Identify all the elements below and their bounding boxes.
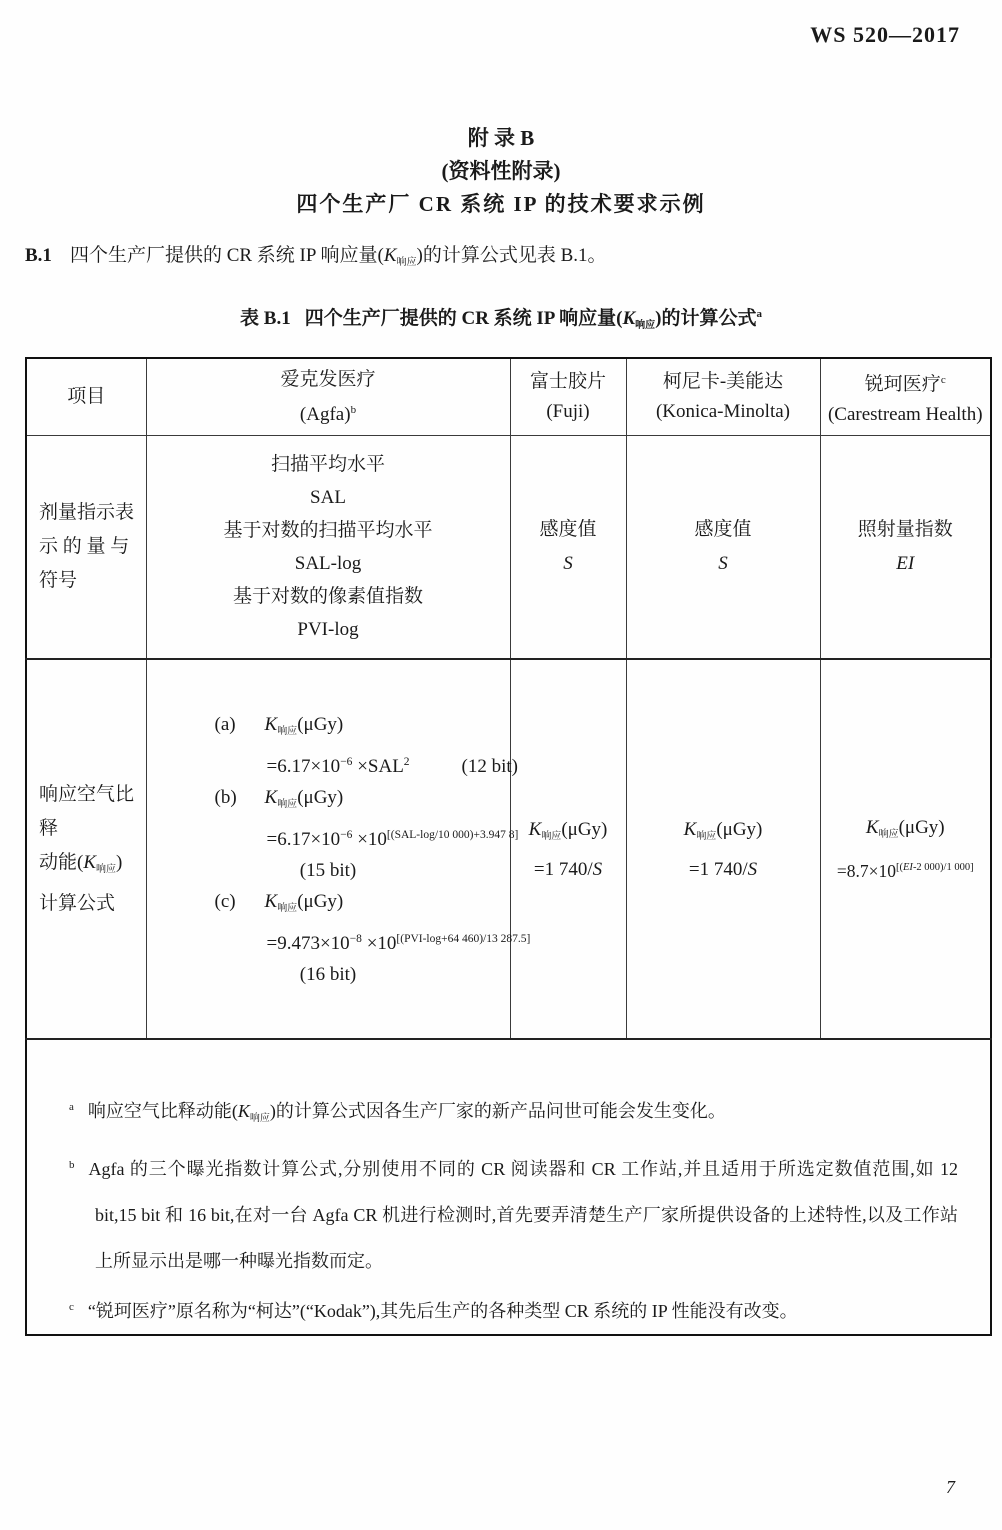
header-agfa-cn: 爱克发医疗 <box>280 368 376 390</box>
dose-indicator-row <box>26 436 991 660</box>
agfa-indicator-line: PVI-log <box>297 619 359 640</box>
header-care-cn <box>821 365 991 400</box>
footnote-ref-c: c <box>940 373 946 386</box>
eq-exponent: 2 <box>403 755 410 768</box>
dose-item-line1: 剂量指示表 <box>39 502 135 523</box>
dose-item-line3: 符号 <box>39 570 78 591</box>
eq-base: =1 740/ <box>533 858 593 880</box>
agfa-formula-a-equation <box>147 747 519 782</box>
header-konica-cn: 柯尼卡-美能达 <box>662 371 784 392</box>
k-subscript: 响应 <box>696 830 717 842</box>
eq-base: =6.17×10 <box>266 755 341 777</box>
k-unit: (μGy) <box>561 818 608 840</box>
header-konica-en: (Konica-Minolta) <box>655 401 790 422</box>
dose-cell-carestream <box>820 436 991 660</box>
k-subscript: 响应 <box>96 863 117 875</box>
clause-b1-number: B.1 <box>25 245 52 266</box>
page-number: 7 <box>946 1477 955 1497</box>
agfa-indicator-line: SAL-log <box>294 553 362 574</box>
formula-cell-konica <box>626 659 820 1039</box>
eq-base: =1 740/ <box>688 858 748 880</box>
footnote-b <box>69 1142 958 1284</box>
footnote-a-text-post: )的计算公式因各生产厂家的新产品问世可能会发生变化。 <box>269 1101 726 1121</box>
eq-exponent: −8 <box>349 932 362 945</box>
dose-row-item-cell <box>26 436 146 660</box>
footnote-c-text: “锐珂医疗”原名称为“柯达”(“Kodak”),其先后生产的各种类型 CR 系统的 IP 性能没有改变。 <box>87 1301 798 1321</box>
header-cell-carestream <box>820 358 991 436</box>
agfa-formula-b-equation <box>147 820 519 855</box>
formula-item-line2-pre: 动能( <box>39 851 84 873</box>
k-subscript: 响应 <box>541 830 562 842</box>
konica-indicator-symbol: S <box>718 553 728 574</box>
k-subscript: 响应 <box>277 902 298 914</box>
document-code: WS 520—2017 <box>810 22 960 47</box>
header-care-en: (Carestream Health) <box>827 403 983 425</box>
header-cell-fuji <box>510 358 626 436</box>
table-caption-text-pre: 四个生产厂提供的 CR 系统 IP 响应量( <box>304 308 623 329</box>
header-fuji-cn: 富士胶片 <box>529 371 606 392</box>
footnote-c-marker: c <box>69 1301 74 1313</box>
dose-row-item-label <box>27 496 146 598</box>
konica-formula <box>627 813 820 886</box>
formula-item-line3: 计算公式 <box>39 892 116 914</box>
header-cell-agfa <box>146 358 510 436</box>
header-item-label: 项目 <box>67 386 106 407</box>
carestream-equation <box>821 851 991 888</box>
k-unit: (μGy) <box>297 786 344 808</box>
footnote-b-marker: b <box>69 1159 75 1171</box>
ei-symbol: EI <box>903 861 913 873</box>
formula-a-label: (a) <box>214 713 236 735</box>
formula-item-line2-post: ) <box>116 851 123 873</box>
agfa-indicator-line: 基于对数的像素值指数 <box>232 586 423 607</box>
appendix-heading: 四个生产厂 CR 系统 IP 的技术要求示例 <box>296 192 706 216</box>
agfa-formula-c-head <box>147 886 510 924</box>
dose-cell-konica <box>626 436 820 660</box>
k-unit: (μGy) <box>297 713 344 735</box>
k-symbol: K <box>383 245 397 266</box>
agfa-indicator-line: 扫描平均水平 <box>270 454 385 475</box>
k-symbol: K <box>622 308 636 329</box>
agfa-indicator-line: SAL <box>310 487 346 508</box>
appendix-title: 附 录 B <box>467 126 535 150</box>
table-notes <box>27 1040 990 1334</box>
dose-item-line2: 示 的 量 与 <box>39 536 130 557</box>
eq-base: =9.473×10 <box>266 932 350 954</box>
agfa-formulas <box>147 709 531 990</box>
eq-base: =6.17×10 <box>266 828 341 850</box>
k-response-symbol <box>265 787 344 808</box>
table-notes-cell <box>26 1039 991 1335</box>
k-response-symbol <box>821 811 991 851</box>
eq-exponent: [(PVI-log+64 460)/13 287.5] <box>396 932 531 945</box>
formula-cell-agfa <box>146 659 531 1039</box>
konica-equation <box>627 853 820 886</box>
appendix-subtitle: (资料性附录) <box>441 159 561 183</box>
k-subscript: 响应 <box>277 725 298 737</box>
k-response-symbol <box>511 813 626 853</box>
agfa-formula-a-head <box>147 709 510 747</box>
k-response-symbol <box>627 813 820 853</box>
fuji-equation <box>511 853 626 886</box>
k-subscript: 响应 <box>249 1113 270 1124</box>
footnote-ref-a: a <box>756 308 762 320</box>
k-unit: (μGy) <box>898 816 945 838</box>
footnote-a-marker: a <box>69 1101 74 1113</box>
formula-b-label: (b) <box>214 786 237 808</box>
header-agfa-en <box>147 395 510 430</box>
agfa-dose-indicators <box>147 448 510 646</box>
table-caption-text-post: )的计算公式 <box>655 308 757 329</box>
k-subscript: 响应 <box>635 320 656 331</box>
k-subscript: 响应 <box>878 828 899 840</box>
k-unit: (μGy) <box>716 818 763 840</box>
k-symbol: K <box>264 890 278 912</box>
bit-depth-label: (16 bit) <box>299 963 357 985</box>
agfa-formula-c-equation <box>147 924 531 959</box>
eq-exp-post: -2 000)/1 000] <box>912 861 974 873</box>
k-subscript: 响应 <box>277 798 298 810</box>
dose-cell-agfa <box>146 436 510 660</box>
footnote-c <box>69 1284 958 1334</box>
k-symbol: K <box>237 1101 250 1121</box>
carestream-formula <box>821 811 991 888</box>
footnote-a <box>69 1084 958 1142</box>
k-symbol: K <box>264 713 278 735</box>
k-symbol: K <box>528 818 542 840</box>
header-care-cn-text: 锐珂医疗 <box>864 373 941 395</box>
header-cell-item <box>26 358 146 436</box>
formula-row <box>26 659 991 1039</box>
k-response-symbol <box>265 891 344 912</box>
eq-exponent: −6 <box>340 828 353 841</box>
care-indicator-symbol: EI <box>896 553 915 574</box>
footnote-ref-b: b <box>350 403 357 416</box>
eq-mid: ×10 <box>361 932 397 954</box>
eq-mid: ×10 <box>352 828 387 850</box>
header-fuji-en: (Fuji) <box>546 401 590 422</box>
agfa-formula-b-head <box>147 782 510 820</box>
k-symbol: K <box>83 851 97 873</box>
s-symbol: S <box>747 858 758 880</box>
header-cell-konica <box>626 358 820 436</box>
clause-b1-text-pre: 四个生产厂提供的 CR 系统 IP 响应量( <box>69 245 384 266</box>
agfa-indicator-line: 基于对数的扫描平均水平 <box>223 520 433 541</box>
footnote-a-text-pre: 响应空气比释动能( <box>87 1101 238 1121</box>
eq-mid: ×SAL <box>352 755 404 777</box>
s-symbol: S <box>592 858 603 880</box>
fuji-indicator-name: 感度值 <box>539 519 597 540</box>
table-header-row <box>26 358 991 436</box>
eq-exponent <box>896 862 974 873</box>
dose-cell-fuji <box>510 436 626 660</box>
formula-row-item-label <box>27 778 146 921</box>
table-caption-number: 表 B.1 <box>240 308 291 329</box>
footnote-b-text: Agfa 的三个曝光指数计算公式,分别使用不同的 CR 阅读器和 CR 工作站,并且适用于所选定数值范围,如 12 bit,15 bit 和 16 bit,在对一台 Agfa CR 机进行检测时,首先要弄清楚生产厂家所提供设备的上述特性,以及工作站上所显示出是哪一种曝光指数而定。 <box>88 1159 958 1271</box>
clause-b1-text-post: )的计算公式见表 B.1。 <box>416 245 607 266</box>
k-subscript: 响应 <box>396 257 417 268</box>
k-symbol: K <box>865 816 879 838</box>
table-caption <box>0 303 1002 331</box>
fuji-indicator-symbol: S <box>563 553 573 574</box>
formula-item-line2 <box>39 846 146 887</box>
k-response-symbol <box>265 714 344 735</box>
header-agfa-en-text: (Agfa) <box>299 403 351 425</box>
care-indicator-name: 照射量指数 <box>857 519 953 540</box>
formula-c-label: (c) <box>214 890 236 912</box>
formula-cell-fuji <box>510 659 626 1039</box>
formula-row-item-cell <box>26 659 146 1039</box>
k-symbol: K <box>264 786 278 808</box>
eq-exponent: [(SAL-log/10 000)+3.947 8] <box>386 828 519 841</box>
formula-item-line1: 响应空气比释 <box>39 783 135 839</box>
table-b1 <box>25 357 992 1336</box>
bit-depth-label: (12 bit) <box>461 755 519 777</box>
eq-exp-pre: [( <box>896 861 904 873</box>
konica-indicator-name: 感度值 <box>694 519 752 540</box>
eq-base: =8.7×10 <box>836 860 897 881</box>
table-notes-row <box>26 1039 991 1335</box>
clause-b1 <box>25 243 974 276</box>
k-symbol: K <box>683 818 697 840</box>
formula-cell-carestream <box>820 659 991 1039</box>
k-unit: (μGy) <box>297 890 344 912</box>
bit-depth-label: (15 bit) <box>299 859 357 881</box>
eq-exponent: −6 <box>340 755 353 768</box>
fuji-formula <box>511 813 626 886</box>
